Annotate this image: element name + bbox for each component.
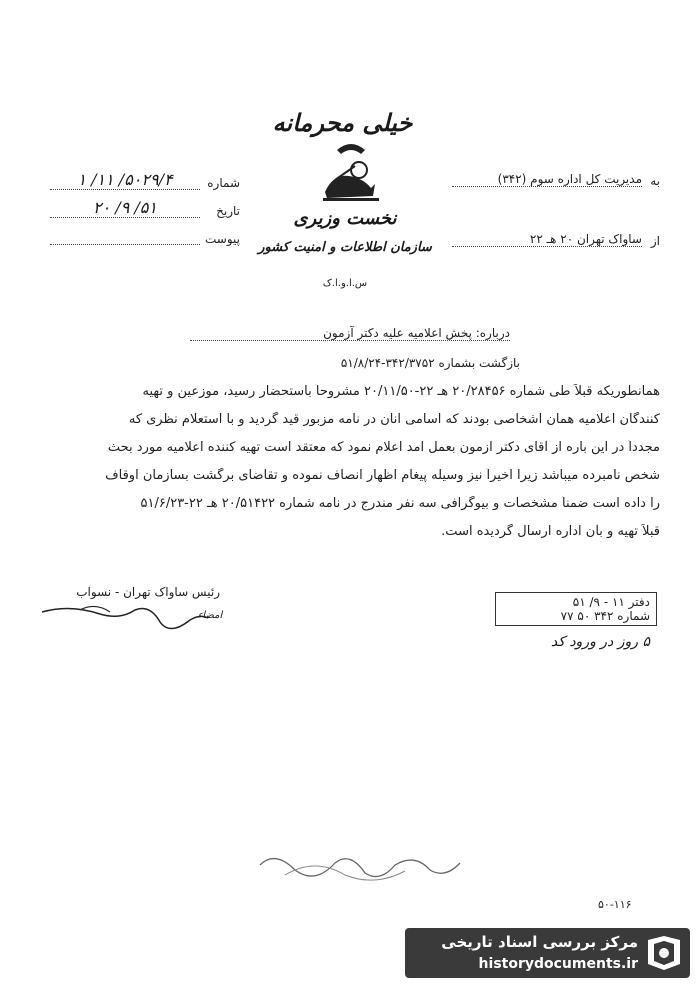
reference-line: بازگشت بشماره ۳۴۲/۳۷۵۲-۵۱/۸/۲۴ [340,356,520,370]
stamp-line: دفتر ۱۱ - ۹/ ۵۱ [572,595,650,609]
classification-title: خیلی محرمانه [272,108,413,137]
archive-website: historydocuments.ir [478,956,638,972]
field-attachment [40,226,240,254]
organization-name: سازمان اطلاعات و امنیت کشور [258,240,432,255]
body-line: همانطوریکه قبلاً طی شماره ۲۰/۲۸۴۵۶ هـ ۲۲-۲۰/۱۱/۵۰ مشروحاً باستحضار رسید، موزعین و تهیه [142,384,660,399]
ministry-name: نخست وزیری [293,208,397,229]
left-fields [40,170,240,254]
field-label: شماره [207,176,240,190]
subject-line: درباره: پخش اعلامیه علیه دکتر آزمون [190,326,510,341]
field-to [450,172,660,232]
right-fields [450,172,660,256]
field-label: تاریخ [216,204,240,218]
field-value: ۵۰۲۹/۴/ ۱۱/ ۱ [50,170,200,190]
field-label: به [650,174,660,188]
organization-code: س.ا.و.ا.ک [322,278,368,289]
receipt-stamp [495,592,657,626]
field-number [40,170,240,198]
field-value: ساواک تهران ۲۰ هـ ۲۲ [452,232,642,247]
archive-logo-icon [644,934,684,972]
signature-title: رئیس ساواک تهران - نسواب [76,585,220,599]
lion-and-sun-emblem-icon [315,140,387,210]
signature-mark: امضاء [197,610,223,621]
body-line: را داده است ضمناً مشخصات و بیوگرافی سه نفر مندرج در نامه شماره ۲۰/۵۱۴۲۲ هـ ۲۲-۵۱/۶/۲۳ [140,496,660,511]
bottom-signature-icon [255,845,465,890]
field-label: از [650,234,660,248]
archive-center-name: مرکز بررسی اسناد تاریخی [441,933,638,951]
handwritten-signature-icon [40,600,210,640]
body-line: مجدداً در این باره از آقای دکتر آزمون بعمل آمد اعلام نمود که معتقد است تهیه کننده اعلامیه مورد بحث [107,440,660,455]
archive-footer [405,928,690,978]
body-line: شخص نامبرده میباشد زیرا اخیراً نیز وسیله پیغام اظهار انصاف نموده و تقاضای برگشت بسازمان اوقاف [105,468,660,483]
letter-body [40,384,660,552]
field-date [40,198,240,226]
stamp-note: ۵ روز در ورود کد [550,634,650,650]
field-value: مدیریت کل اداره سوم (۳۴۲) [452,172,642,187]
field-value: ۵۱/ ۹/ ۲۰ [50,198,200,218]
body-line: کنندگان اعلامیه همان اشخاصی بودند که اسامی آنان در نامه مزبور قید گردید و با استعلام نظری که [128,412,660,427]
field-from [450,232,660,256]
stamp-line: شماره ۳۴۲ ۵۰ ۷۷ [560,609,650,623]
body-line: قبلاً تهیه و بآن اداره ارسال گردیده است. [441,524,660,539]
page-number: ۵۰-۱۱۶ [598,898,632,911]
field-label: پیوست [205,232,240,246]
field-value [50,226,200,245]
